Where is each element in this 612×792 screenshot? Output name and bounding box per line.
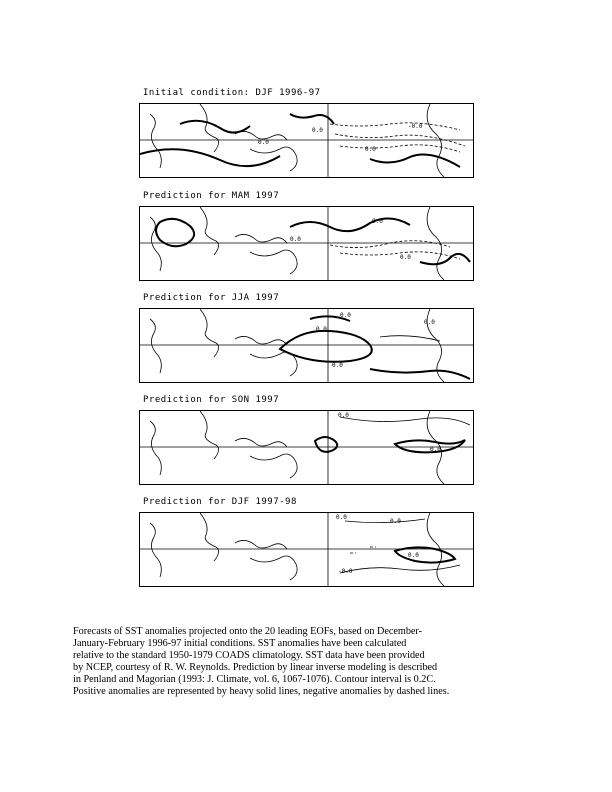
caption-line: Positive anomalies are represented by heavy solid lines, negative anomalies by dashed lines. (73, 686, 450, 698)
coastline (235, 234, 287, 243)
coastline (150, 421, 161, 475)
positive-contour (315, 437, 337, 452)
panel-title: Prediction for MAM 1997 (143, 191, 280, 201)
contour-label: 0.0 (408, 552, 419, 559)
contour-label: 0.0 (340, 312, 351, 319)
negative-contour (340, 145, 460, 152)
positive-contour (290, 114, 334, 124)
positive-contour (420, 254, 470, 264)
coastline (200, 411, 219, 459)
coastline (250, 454, 297, 478)
coastline (235, 336, 287, 345)
contour-label: 0.0 (316, 326, 327, 333)
contour-map (140, 411, 473, 484)
contour-label: 0.0 (290, 236, 301, 243)
coastline (200, 104, 219, 152)
contour-map (140, 309, 473, 382)
coastline (200, 207, 219, 255)
sst-map-panel (139, 308, 474, 383)
positive-contour (370, 369, 470, 379)
zero-contour (340, 417, 470, 425)
negative-contour (330, 123, 460, 130)
sst-map-panel (139, 512, 474, 587)
contour-label: 0.0 (332, 362, 343, 369)
positive-contour (370, 155, 460, 167)
positive-contour (290, 218, 410, 231)
panel-title: Initial condition: DJF 1996-97 (143, 88, 321, 98)
zero-contour (340, 565, 460, 573)
positive-contour (180, 121, 250, 133)
positive-contour (395, 547, 455, 562)
zero-contour (380, 336, 440, 341)
panel-title: Prediction for DJF 1997-98 (143, 497, 297, 507)
caption-line: relative to the standard 1950-1979 COADS climatology. SST data have been provided (73, 650, 425, 662)
contour-label: 0.0 (338, 412, 349, 419)
negative-contour (330, 241, 450, 248)
panel-title: Prediction for JJA 1997 (143, 293, 280, 303)
contour-label: 0.0 (390, 518, 401, 525)
coastline (150, 114, 161, 168)
sst-map-panel (139, 410, 474, 485)
negative-contour (350, 547, 376, 553)
contour-map (140, 207, 473, 280)
sst-map-panel (139, 103, 474, 178)
contour-label: 0.0 (312, 127, 323, 134)
coastline (250, 556, 297, 580)
contour-label: 0.0 (336, 514, 347, 521)
caption-line: January-February 1996-97 initial conditions. SST anomalies have been calculated (73, 638, 407, 650)
panel-title: Prediction for SON 1997 (143, 395, 280, 405)
contour-label: 0.0 (430, 446, 441, 453)
positive-contour (156, 219, 194, 246)
coastline (200, 309, 219, 357)
contour-label: 0.0 (372, 218, 383, 225)
coastline (250, 352, 297, 376)
contour-label: 0.0 (258, 139, 269, 146)
coastline (235, 540, 287, 549)
contour-map (140, 104, 473, 177)
contour-label: -0.0 (338, 568, 353, 575)
coastline (150, 319, 161, 373)
figure-caption (73, 626, 543, 699)
contour-label: -0.0 (408, 123, 423, 130)
caption-line: Forecasts of SST anomalies projected onto the 20 leading EOFs, based on December- (73, 626, 423, 637)
contour-map (140, 513, 473, 586)
caption-line: by NCEP, courtesy of R. W. Reynolds. Prediction by linear inverse modeling is described (73, 662, 438, 674)
caption-line: in Penland and Magorian (1993: J. Climate, vol. 6, 1067-1076). Contour interval is 0.2C. (73, 674, 436, 686)
coastline (200, 513, 219, 561)
coastline (235, 438, 287, 447)
contour-label: 0.0 (424, 319, 435, 326)
zero-contour (345, 519, 425, 523)
coastline (150, 523, 161, 577)
coastline (427, 104, 444, 177)
coastline (250, 250, 297, 274)
sst-map-panel (139, 206, 474, 281)
coastline (150, 217, 161, 271)
positive-contour (280, 331, 372, 362)
contour-label: 0.0 (400, 254, 411, 261)
contour-label: 0.0 (365, 146, 376, 153)
